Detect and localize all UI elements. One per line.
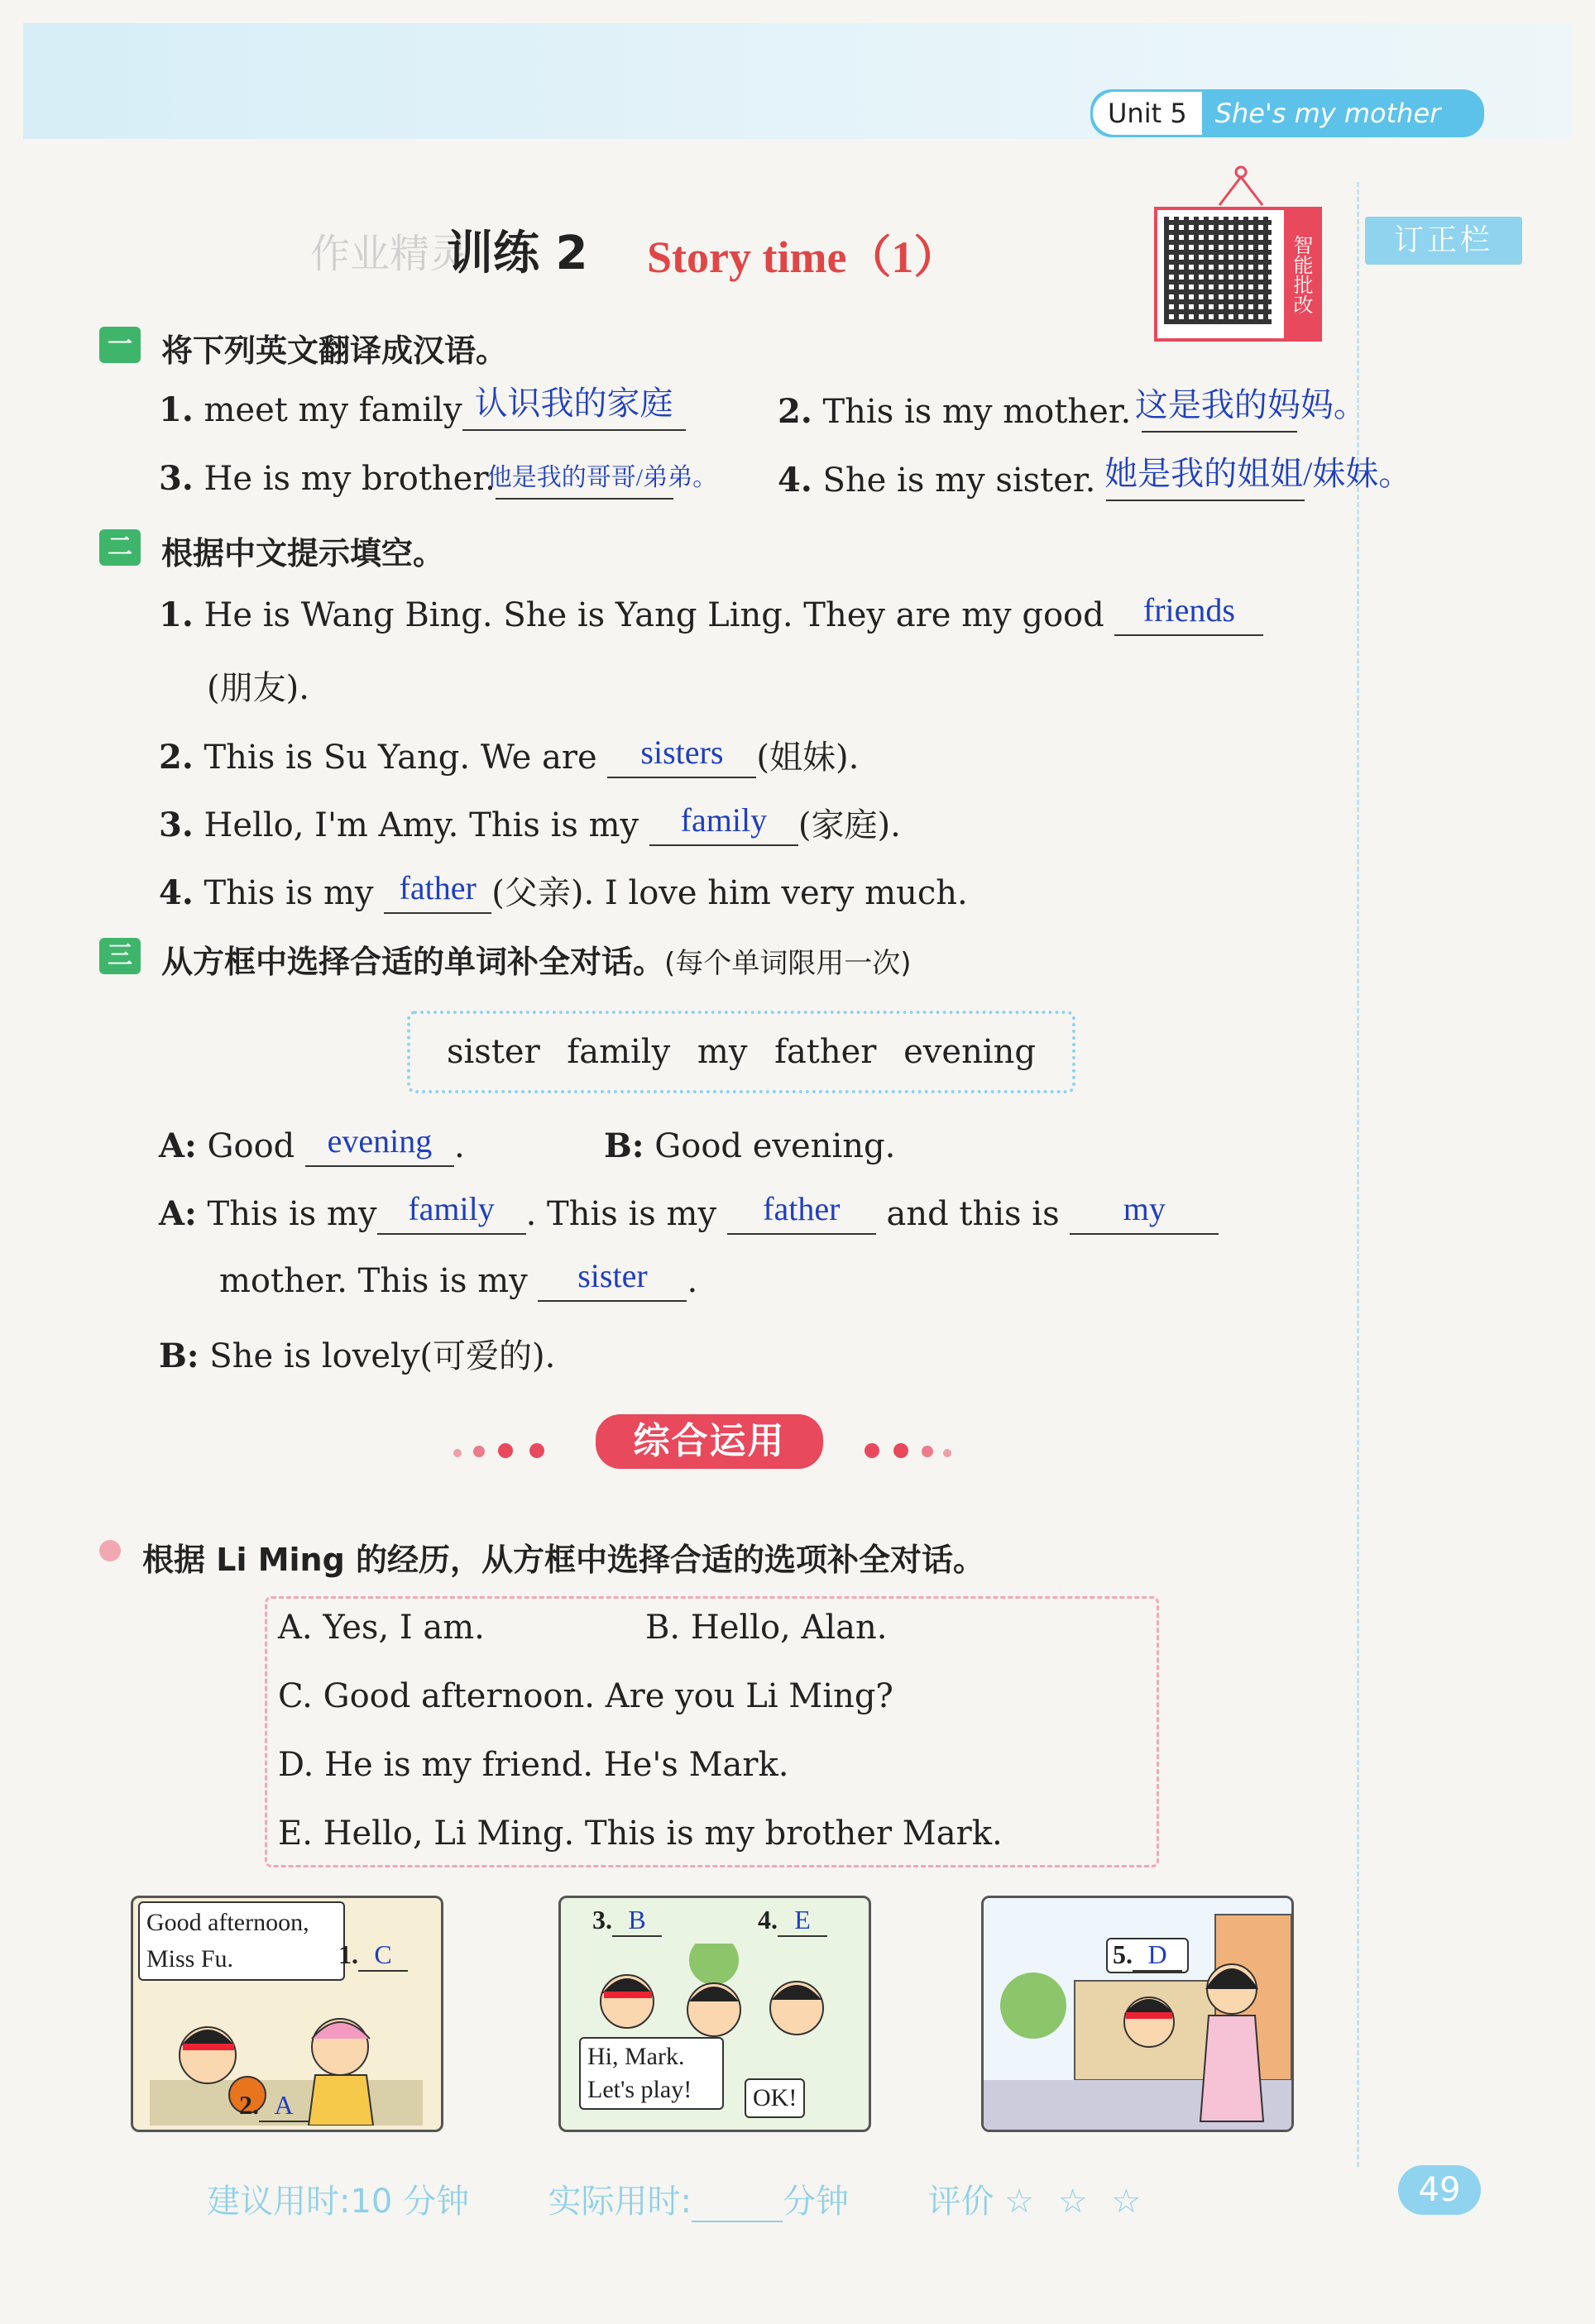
section3-heading: [161, 936, 912, 982]
comic-panel-2: [558, 1896, 871, 2132]
comic-panel-1: [131, 1896, 443, 2132]
lesson-number: 训练 2: [447, 227, 588, 280]
s3-answer-4: my: [1123, 1190, 1166, 1227]
s1-item-2: 2. This is my mother. 这是我的妈妈。: [778, 392, 1297, 433]
s1-answer-2: 这是我的妈妈。: [1134, 386, 1367, 423]
banner-dot: [529, 1443, 544, 1458]
qr-code[interactable]: [1154, 207, 1322, 342]
s1-item-4: 4. She is my sister. 她是我的姐姐/妹妹。: [778, 461, 1305, 501]
s2-answer-4: father: [399, 869, 477, 906]
panel1-speech-bubble: Good afternoon, Miss Fu.: [138, 1901, 345, 1981]
comic-panel-3: [981, 1896, 1294, 2132]
s3-answer-5: sister: [577, 1257, 648, 1294]
section2-badge: 二: [99, 529, 141, 566]
s2-item-1-hint: (朋友).: [207, 669, 309, 707]
school-scene-icon: [984, 1898, 1291, 2130]
section3-note: (每个单词限用一次): [664, 947, 912, 980]
watermark: 作业精灵: [310, 231, 470, 277]
correction-column-label: 订正栏: [1365, 217, 1522, 265]
page-number: 49: [1398, 2165, 1481, 2215]
banner-dot: [943, 1449, 951, 1457]
choice-c: C. Good afternoon. Are you Li Ming?: [278, 1677, 893, 1715]
s3-answer-3: father: [763, 1190, 841, 1227]
section1-title: 将下列英文翻译成汉语。: [161, 332, 508, 369]
qr-tag: 智能批改: [1284, 210, 1319, 338]
unit-title: She's my mother: [1214, 98, 1441, 129]
section1-badge: 一: [99, 327, 141, 363]
panel1-answer-2: 2. A: [239, 2090, 309, 2122]
section3-badge: 三: [99, 938, 141, 974]
word-bank: sister family my father evening: [407, 1011, 1075, 1093]
s2-answer-2: sisters: [640, 734, 724, 771]
banner-dot: [473, 1446, 485, 1457]
banner-dot: [922, 1446, 933, 1457]
choice-e: E. Hello, Li Ming. This is my brother Mark.: [278, 1815, 1003, 1853]
actual-time-unit: 分钟: [783, 2183, 850, 2221]
panel2-answer-4: 4. E: [758, 1905, 827, 1937]
section4-title: 根据 Li Ming 的经历，从方框中选择合适的选项补全对话。: [142, 1542, 985, 1578]
lesson-title: Story time（1）: [647, 232, 959, 282]
panel2-bubble-1: Hi, Mark. Let's play!: [579, 2037, 724, 2110]
dialogue-line-1a: A: Good evening .: [159, 1122, 465, 1165]
s2-item-2: 2. This is Su Yang. We are sisters (姐妹).: [159, 734, 860, 777]
panel2-bubble-2: OK!: [745, 2078, 805, 2118]
s2-item-3: 3. Hello, I'm Amy. This is my family (家庭).: [159, 801, 901, 844]
rating-stars-icon[interactable]: ☆ ☆ ☆: [1004, 2183, 1148, 2221]
s1-item-1: 1. meet my family 认识我的家庭: [159, 390, 686, 431]
unit-tag: [1090, 89, 1484, 137]
s2-item-1: 1. He is Wang Bing. She is Yang Ling. They are my good friends: [159, 595, 1263, 636]
actual-time-field[interactable]: [692, 2183, 783, 2222]
s3-answer-2: family: [408, 1190, 495, 1227]
panel3-answer-5: 5. D: [1106, 1938, 1189, 1973]
actual-time-label: 实际用时:: [548, 2183, 692, 2221]
s1-answer-1: 认识我的家庭: [474, 385, 673, 422]
section3-title: 从方框中选择合适的单词补全对话。: [161, 944, 665, 980]
s1-answer-3: 他是我的哥哥/弟弟。: [486, 464, 718, 491]
choice-d: D. He is my friend. He's Mark.: [278, 1746, 789, 1784]
bullet-icon: [99, 1540, 121, 1561]
unit-number: Unit 5: [1093, 92, 1202, 135]
banner-dot: [865, 1443, 879, 1458]
dialogue-line-4: B: She is lovely(可爱的).: [159, 1337, 556, 1375]
suggested-time: 建议用时:10 分钟: [207, 2183, 470, 2221]
dialogue-line-3: mother. This is my sister .: [219, 1257, 698, 1300]
banner-dot: [893, 1443, 908, 1458]
choice-a: A. Yes, I am.: [278, 1609, 485, 1647]
banner-dot: [453, 1449, 462, 1457]
s1-answer-4: 她是我的姐姐/妹妹。: [1104, 455, 1412, 492]
panel2-answer-3: 3. B: [592, 1905, 662, 1937]
s2-item-4: 4. This is my father (父亲). I love him very much.: [159, 869, 968, 912]
dialogue-line-2: A: This is my family . This is my father and this is my: [159, 1194, 1219, 1235]
rating-label: 评价: [927, 2183, 994, 2221]
section2-title: 根据中文提示填空。: [161, 535, 445, 571]
s3-answer-1: evening: [327, 1122, 433, 1160]
section-banner: 综合运用: [596, 1414, 823, 1469]
choice-b: B. Hello, Alan.: [645, 1609, 888, 1647]
qr-hanger-icon: [1216, 165, 1266, 207]
panel1-answer-1: 1. C: [338, 1939, 408, 1972]
banner-dot: [498, 1443, 513, 1458]
qr-code-pattern-icon: [1164, 217, 1272, 324]
footer: [207, 2175, 1147, 2222]
s2-answer-1: friends: [1142, 591, 1235, 629]
s1-item-3: 3. He is my brother. 他是我的哥哥/弟弟。: [159, 459, 673, 500]
s2-answer-3: family: [680, 801, 768, 839]
dialogue-line-1b: B: Good evening.: [604, 1126, 896, 1165]
